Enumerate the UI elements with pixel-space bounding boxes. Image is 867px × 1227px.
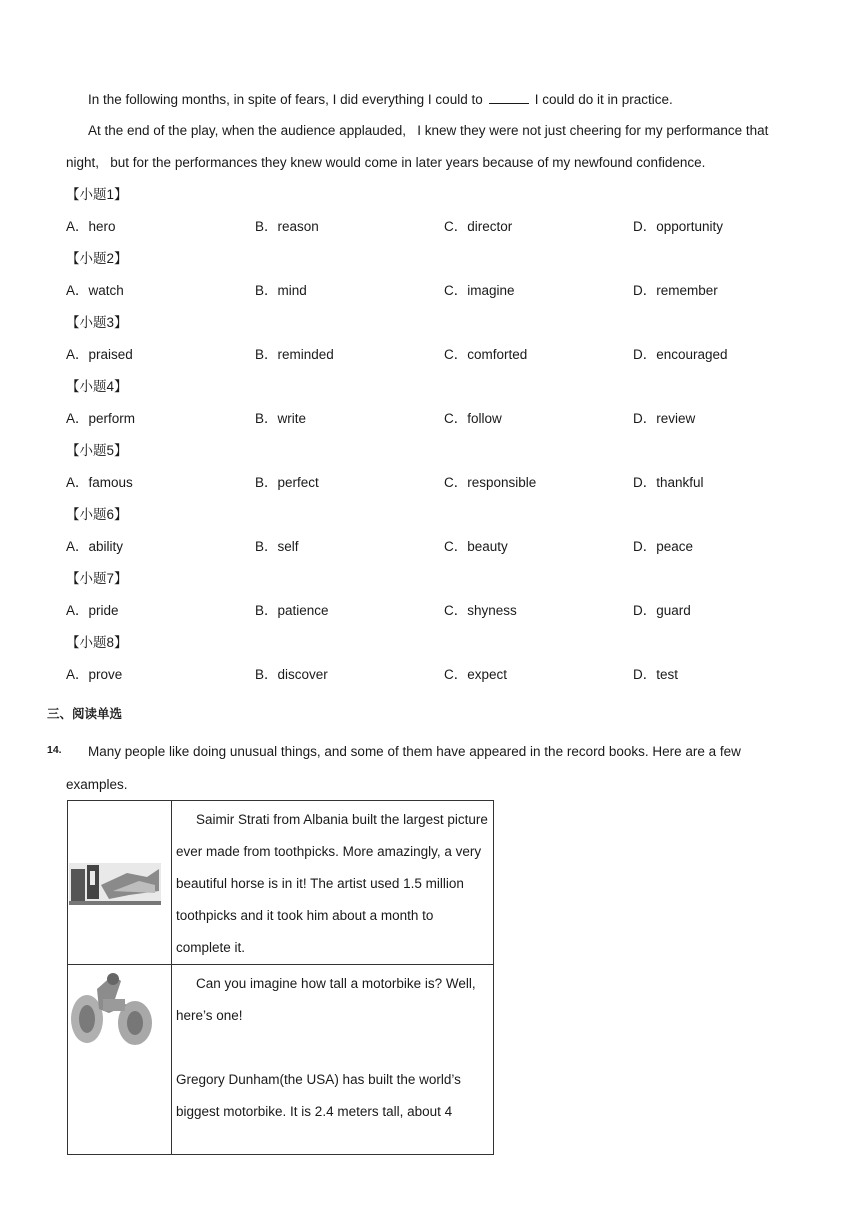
answer-option: A．prove [66, 667, 123, 682]
question-label: 【小题8】 [66, 635, 128, 650]
answer-option: D．remember [633, 283, 718, 298]
answer-option: B．discover [255, 667, 328, 682]
passage-text: I could do it in practice. [534, 92, 673, 107]
question-label: 【小题3】 [66, 315, 128, 330]
answer-option: B．patience [255, 603, 329, 618]
answer-option: C．expect [444, 667, 508, 682]
answer-option: C．follow [444, 411, 502, 426]
question-label: 【小题5】 [66, 443, 128, 458]
answer-option: D．peace [633, 539, 694, 554]
answer-option: C．shyness [444, 603, 517, 618]
answer-option: A．ability [66, 539, 124, 554]
motorbike-image [69, 969, 155, 1047]
answer-option: A．famous [66, 475, 133, 490]
table-text-cell [172, 965, 494, 1155]
answer-option: B．write [255, 411, 307, 426]
record-description: Can you imagine how tall a motorbike is? Well, here’s one! [176, 976, 476, 1023]
table-text-cell [172, 801, 494, 965]
answer-option: D．opportunity [633, 219, 724, 234]
answer-option: C．director [444, 219, 513, 234]
passage-paragraph-1 [88, 89, 673, 110]
table-image-cell [68, 965, 172, 1155]
question-stem-line-1: Many people like doing unusual things, and some of them have appeared in the record books. Here are a few [88, 744, 741, 759]
answer-option: D．review [633, 411, 696, 426]
answer-blank [489, 89, 529, 104]
answer-option: D．encouraged [633, 347, 728, 362]
toothpick-picture-image [69, 855, 161, 907]
records-table [67, 800, 494, 1155]
answer-option: A．praised [66, 347, 133, 362]
question-label: 【小题4】 [66, 379, 128, 394]
answer-option: A．watch [66, 283, 124, 298]
answer-option: B．mind [255, 283, 307, 298]
answer-option: C．comforted [444, 347, 528, 362]
answer-option: C．beauty [444, 539, 508, 554]
answer-option: D．test [633, 667, 679, 682]
answer-option: B．reminded [255, 347, 334, 362]
question-label: 【小题2】 [66, 251, 128, 266]
table-image-cell [68, 801, 172, 965]
answer-option: B．reason [255, 219, 319, 234]
answer-option: B．perfect [255, 475, 319, 490]
answer-option: B．self [255, 539, 299, 554]
answer-option: A．hero [66, 219, 116, 234]
table-row [68, 965, 494, 1155]
question-number: 14. [47, 744, 62, 756]
answer-option: C．responsible [444, 475, 537, 490]
table-row [68, 801, 494, 965]
passage-paragraph-2-line-2: night, but for the performances they knew would come in later years because of my newfound confidence. [66, 155, 706, 170]
question-label: 【小题1】 [66, 187, 128, 202]
answer-option: A．perform [66, 411, 136, 426]
record-description: Gregory Dunham(the USA) has built the world’s biggest motorbike. It is 2.4 meters tall, about 4 [176, 1072, 461, 1119]
question-label: 【小题7】 [66, 571, 128, 586]
passage-text: In the following months, in spite of fears, I did everything I could to [88, 92, 483, 107]
record-description: Saimir Strati from Albania built the largest picture ever made from toothpicks. More amazingly, a very beautiful horse is in it! The artist used 1.5 million toothpicks and it took him about a month to complete it. [176, 812, 488, 955]
answer-option: A．pride [66, 603, 119, 618]
question-stem-line-2: examples. [66, 777, 128, 792]
question-label: 【小题6】 [66, 507, 128, 522]
passage-paragraph-2-line-1: At the end of the play, when the audience applauded, I knew they were not just cheering for my performance that [88, 123, 769, 138]
answer-option: D．thankful [633, 475, 704, 490]
answer-option: C．imagine [444, 283, 515, 298]
answer-option: D．guard [633, 603, 691, 618]
section-title: 三、阅读单选 [47, 707, 123, 721]
